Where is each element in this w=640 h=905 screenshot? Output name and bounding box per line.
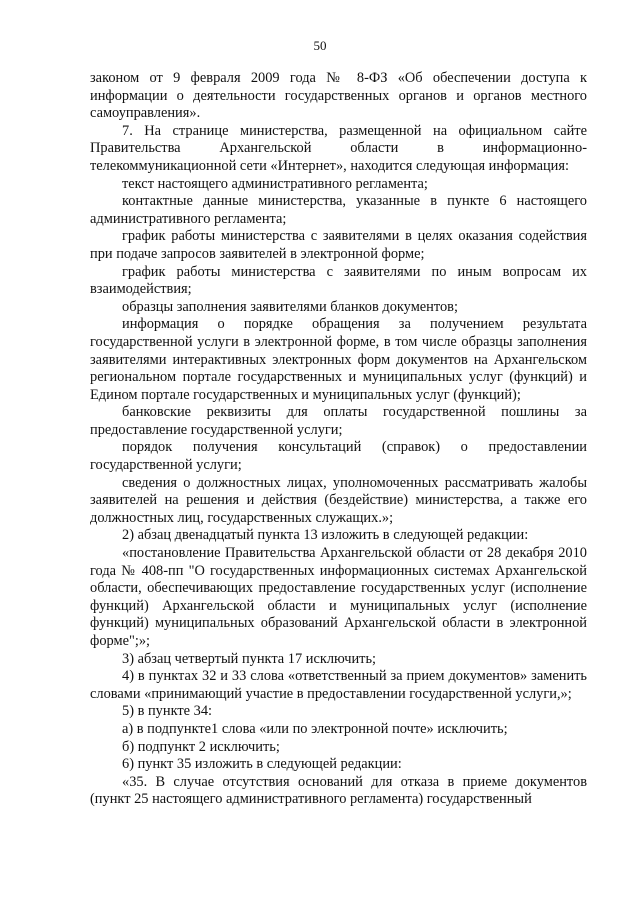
paragraph-contact-data: контактные данные министерства, указанные в пункте 6 настоящего административного регламента; [90, 193, 587, 227]
paragraph-item-7: 7. На странице министерства, размещенной на официальном сайте Правительства Архангельской области в информационно-телекоммуникационной сети «Интернет», находится следующая информация: [90, 122, 587, 174]
paragraph-schedule-electronic: график работы министерства с заявителями в целях оказания содействия при подаче запросов заявителей в электронной форме; [90, 228, 587, 262]
paragraph-schedule-other: график работы министерства с заявителями по иным вопросам их взаимодействия; [90, 263, 587, 298]
paragraph-item-35: «35. В случае отсутствия оснований для отказа в приеме документов (пункт 25 настоящего административного регламента) государственный [90, 773, 587, 808]
paragraph-procedure-info: информация о порядке обращения за получением результата государственной услуги в электронной форме, в том числе образцы заполнения заявителями интерактивных электронных форм документов на Архангельском региональном портале государственных и муниципальных услуг (функций) и Едином портале государственных и муниципальных услуг (функций); [90, 316, 587, 403]
paragraph-form-samples: образцы заполнения заявителями бланков документов; [122, 298, 458, 315]
paragraph-bank-details: банковские реквизиты для оплаты государственной пошлины за предоставление государственной услуги; [90, 404, 587, 438]
paragraph-amendment-5: 5) в пункте 34: [122, 703, 213, 720]
paragraph-officials: сведения о должностных лицах, уполномоченных рассматривать жалобы заявителей на решения и действия (бездействие) министерства, а также его должностных лиц, государственных служащих.»; [90, 474, 587, 526]
paragraph-regulation-text: текст настоящего административного регламента; [122, 175, 428, 192]
paragraph-resolution-quote: «постановление Правительства Архангельской области от 28 декабря 2010 года № 408-пп "О государственных информационных системах Архангельской области, обеспечивающих предоставление государственных услуг (исполнение функций) Архангельской области и муниципальных услуг (исполнение функций) муниципальных образований Архангельской области в электронной форме";»; [90, 545, 587, 649]
paragraph-law-reference: законом от 9 февраля 2009 года № 8-ФЗ «Об обеспечении доступа к информации о деятельности государственных органов и органов местного самоуправления». [90, 70, 587, 122]
paragraph-consultations: порядок получения консультаций (справок) о предоставлении государственной услуги; [90, 439, 587, 474]
page-number: 50 [313, 38, 327, 53]
paragraph-amendment-2: 2) абзац двенадцатый пункта 13 изложить в следующей редакции: [122, 527, 529, 544]
paragraph-subitem-a: а) в подпункте1 слова «или по электронной почте» исключить; [122, 720, 508, 737]
document-body [90, 70, 587, 809]
paragraph-amendment-3: 3) абзац четвертый пункта 17 исключить; [122, 650, 377, 667]
paragraph-subitem-b: б) подпункт 2 исключить; [122, 738, 280, 755]
paragraph-amendment-6: 6) пункт 35 изложить в следующей редакции: [122, 756, 402, 773]
paragraph-amendment-4: 4) в пунктах 32 и 33 слова «ответственный за прием документов» заменить словами «принимающий участие в предоставлении государственной услуги,»; [90, 668, 587, 702]
